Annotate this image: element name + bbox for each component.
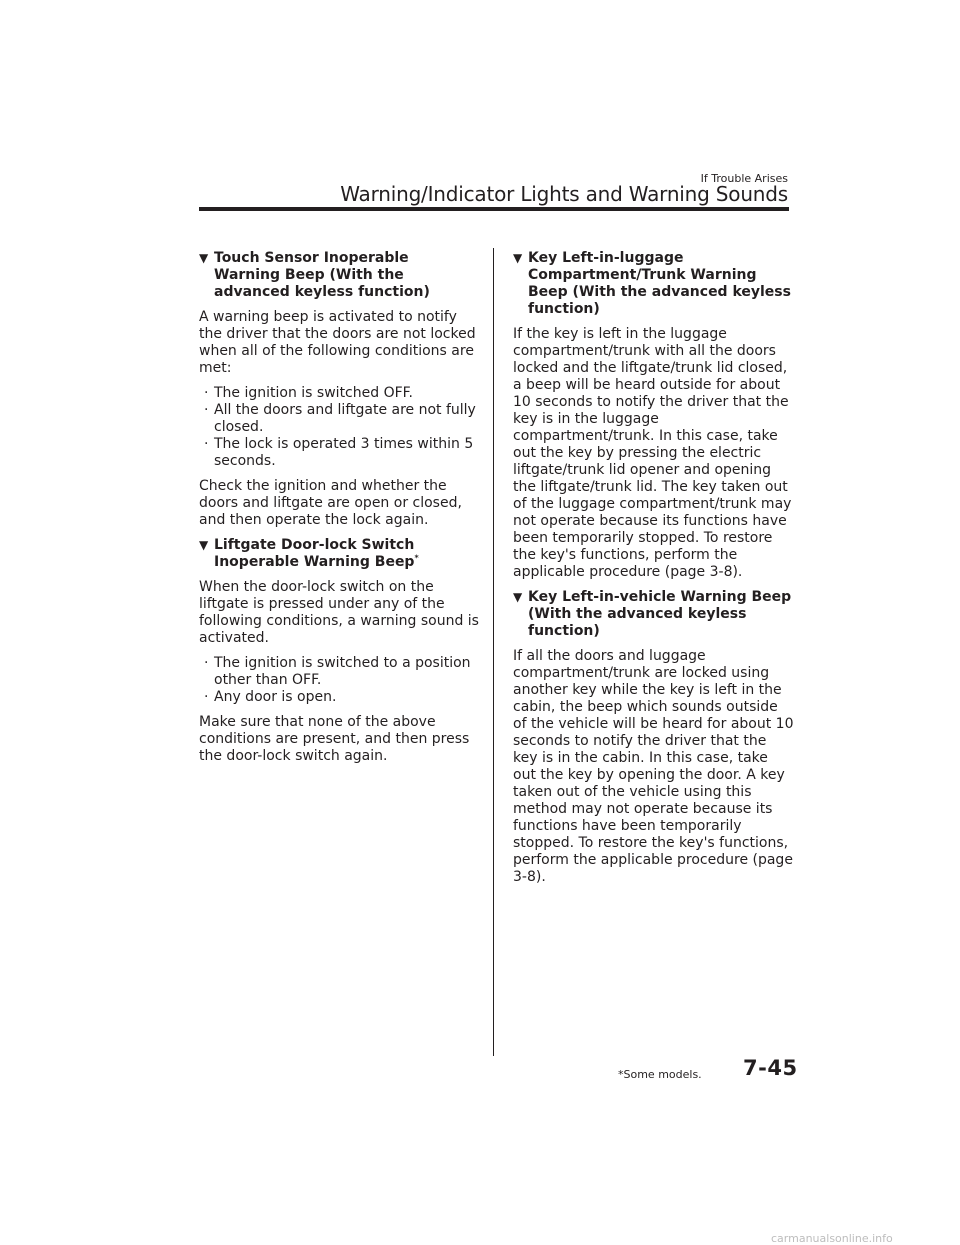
list-item: · All the doors and liftgate are not fully closed. [201, 402, 479, 436]
heading-text: Touch Sensor Inoperable Warning Beep (With the advanced keyless function) [214, 250, 430, 300]
condition-list [199, 385, 479, 470]
page-title: Warning/Indicator Lights and Warning Sounds [340, 182, 788, 206]
paragraph: If all the doors and luggage compartment/trunk are locked using another key while the key is left in the cabin, the beep which sounds outside of the vehicle will be heard for about 10 seconds to notify the driver that the key is in the cabin. In this case, take out the key by opening the door. A key taken out of the vehicle using this method may not operate because its functions have been temporarily stopped. To restore the key's functions, perform the applicable procedure (page 3-8). [513, 648, 794, 885]
right-column [513, 250, 795, 894]
paragraph: When the door-lock switch on the liftgate is pressed under any of the following conditions, a warning sound is activated. [199, 579, 479, 646]
heading-label: Liftgate Door-lock Switch Inoperable Warning Beep [214, 537, 415, 570]
list-item: · The ignition is switched OFF. [201, 385, 479, 402]
condition-list [199, 655, 479, 706]
page-number: 7-45 [743, 1056, 798, 1080]
some-models-mark: * [414, 553, 419, 563]
paragraph: If the key is left in the luggage compartment/trunk with all the doors locked and the liftgate/trunk lid closed, a beep will be heard outside for about 10 seconds to notify the driver that the key is in the luggage compartment/trunk. In this case, take out the key by pressing the electric liftgate/trunk lid opener and opening the liftgate/trunk lid. The key taken out of the luggage compartment/trunk may not operate because its functions have been temporarily stopped. To restore the key's functions, perform the applicable procedure (page 3-8). [513, 326, 792, 580]
triangle-marker-icon: ▼ [513, 251, 523, 265]
heading-text: Key Left-in-luggage Compartment/Trunk Warning Beep (With the advanced keyless function) [528, 250, 791, 317]
section-heading-key-left-in-luggage [513, 250, 795, 318]
column-divider [493, 248, 494, 1056]
footnote: *Some models. [618, 1068, 702, 1081]
paragraph: A warning beep is activated to notify the driver that the doors are not locked when all of the following conditions are met: [199, 309, 476, 376]
left-column [199, 250, 479, 773]
section-label: If Trouble Arises [700, 172, 788, 185]
heading-text [214, 537, 479, 571]
section-heading-touch-sensor [199, 250, 479, 301]
paragraph: Check the ignition and whether the doors and liftgate are open or closed, and then operate the lock again. [199, 478, 462, 528]
header-rule [199, 207, 789, 211]
section-heading-liftgate [199, 537, 479, 571]
heading-text: Key Left-in-vehicle Warning Beep (With the advanced keyless function) [528, 589, 792, 639]
list-item: · The lock is operated 3 times within 5 seconds. [201, 436, 479, 470]
watermark: carmanualsonline.info [771, 1232, 893, 1245]
triangle-marker-icon: ▼ [513, 590, 523, 604]
triangle-marker-icon: ▼ [199, 251, 209, 265]
list-item: · The ignition is switched to a position other than OFF. [201, 655, 479, 689]
list-item: · Any door is open. [201, 689, 479, 706]
triangle-marker-icon: ▼ [199, 538, 209, 552]
section-heading-key-left-in-vehicle [513, 589, 795, 640]
paragraph: Make sure that none of the above conditions are present, and then press the door-lock switch again. [199, 714, 470, 764]
